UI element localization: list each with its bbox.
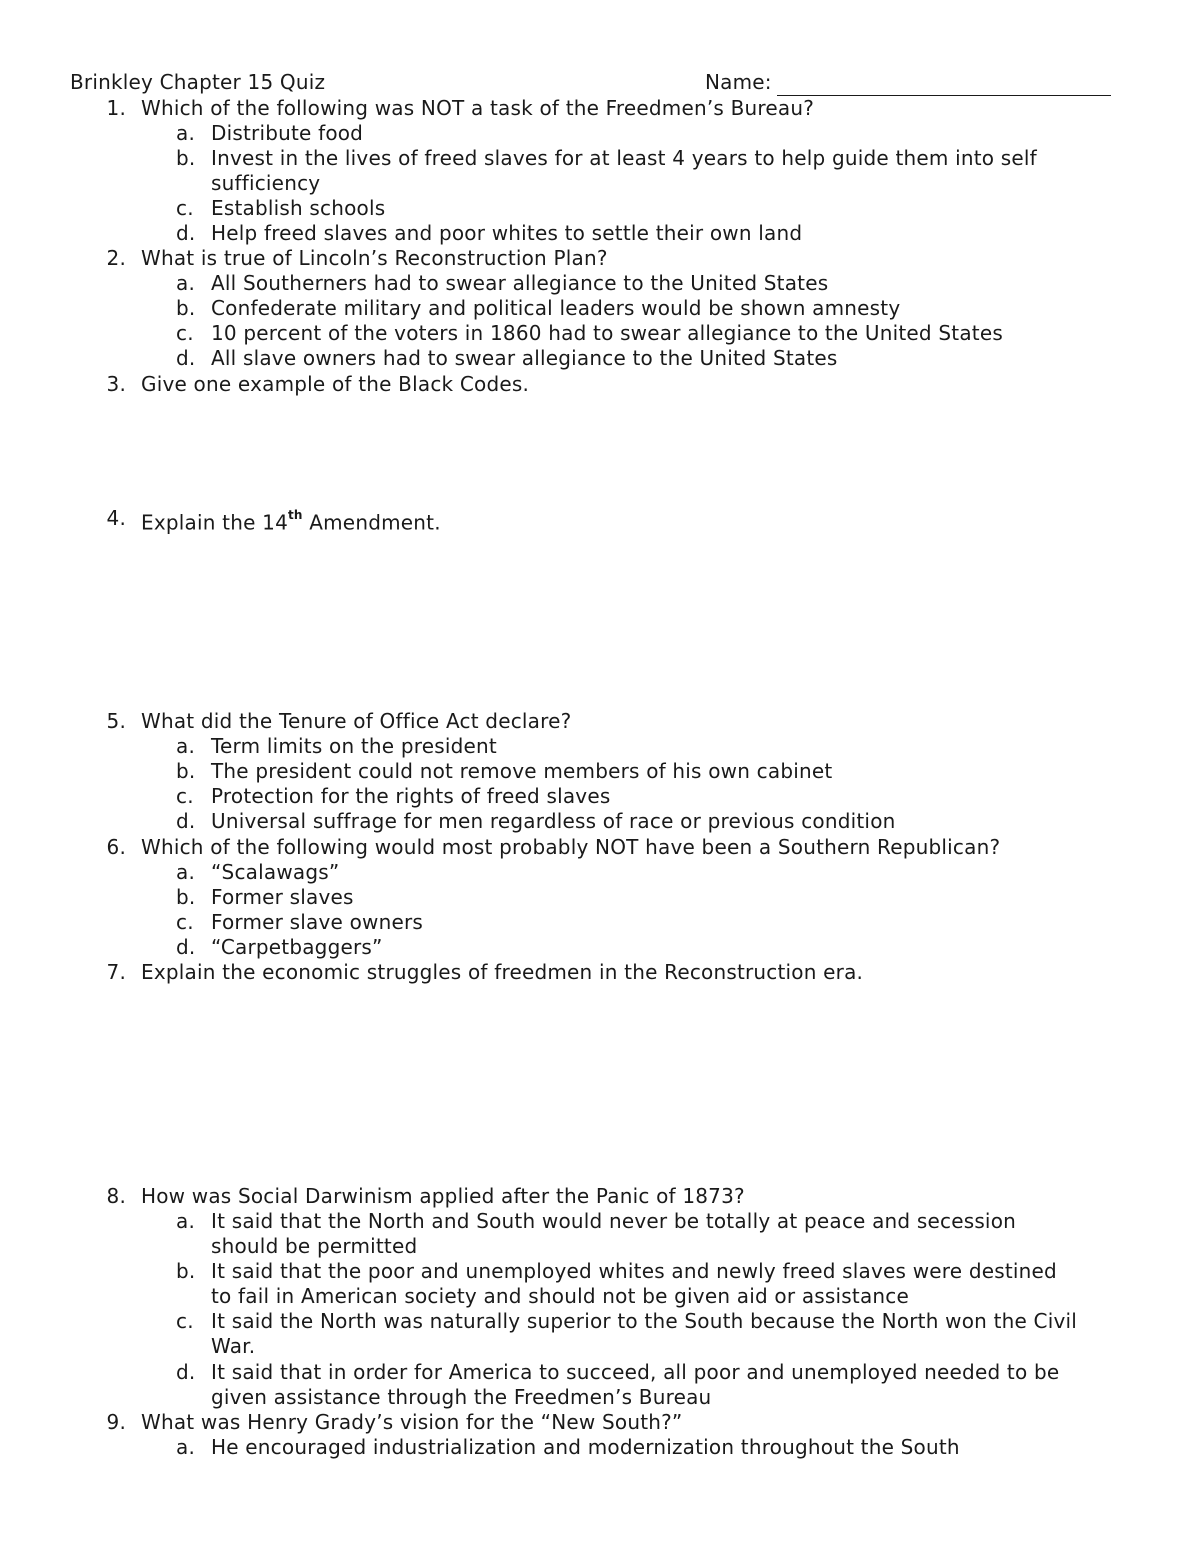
option-text: It said that the poor and unemployed whites and newly freed slaves were destined (211, 1259, 1057, 1283)
option-text-continued: War. (211, 1334, 256, 1358)
option-text: All Southerners had to swear allegiance to the United States (211, 271, 829, 295)
option-text: Establish schools (211, 196, 386, 220)
option-letter: b. (176, 296, 196, 320)
name-label: Name: (705, 70, 772, 94)
question-text: Which of the following was NOT a task of the Freedmen’s Bureau? (141, 96, 815, 120)
option-letter: c. (176, 321, 194, 345)
option-letter: c. (176, 1309, 194, 1333)
question-number: 9. (106, 1410, 126, 1434)
option-text: Term limits on the president (211, 734, 497, 758)
name-blank-line[interactable] (777, 95, 1111, 96)
option-letter: b. (176, 1259, 196, 1283)
question-number: 5. (106, 709, 126, 733)
option-letter: c. (176, 910, 194, 934)
option-text: Confederate military and political leaders would be shown amnesty (211, 296, 901, 320)
option-letter: b. (176, 146, 196, 170)
question-number: 3. (106, 372, 126, 396)
option-letter: b. (176, 759, 196, 783)
answer-space-3[interactable] (141, 400, 1101, 500)
option-text: Distribute food (211, 121, 364, 145)
question-text: Give one example of the Black Codes. (141, 372, 530, 396)
option-text: “Scalawags” (211, 860, 340, 884)
question-number: 1. (106, 96, 126, 120)
option-text-continued: sufficiency (211, 171, 321, 195)
question-number: 7. (106, 960, 126, 984)
option-text: The president could not remove members of his own cabinet (211, 759, 833, 783)
question-text: Explain the economic struggles of freedmen in the Reconstruction era. (141, 960, 864, 984)
option-text-continued: given assistance through the Freedmen’s Bureau (211, 1385, 712, 1409)
option-letter: d. (176, 346, 196, 370)
option-text: 10 percent of the voters in 1860 had to swear allegiance to the United States (211, 321, 1003, 345)
option-letter: a. (176, 734, 196, 758)
option-letter: a. (176, 1435, 196, 1459)
question-text: How was Social Darwinism applied after the Panic of 1873? (141, 1184, 745, 1208)
option-text: Former slaves (211, 885, 354, 909)
option-text: Invest in the lives of freed slaves for at least 4 years to help guide them into self (211, 146, 1037, 170)
option-text: He encouraged industrialization and modernization throughout the South (211, 1435, 960, 1459)
answer-space-4[interactable] (141, 535, 1101, 705)
question-text: What did the Tenure of Office Act declare? (141, 709, 572, 733)
option-text: Universal suffrage for men regardless of race or previous condition (211, 809, 896, 833)
option-text-continued: should be permitted (211, 1234, 418, 1258)
option-letter: d. (176, 1360, 196, 1384)
option-text: It said that in order for America to succeed, all poor and unemployed needed to be (211, 1360, 1060, 1384)
question-number: 6. (106, 835, 126, 859)
question-number: 4. (106, 506, 126, 530)
option-text: It said that the North and South would never be totally at peace and secession (211, 1209, 1017, 1233)
quiz-title: Brinkley Chapter 15 Quiz (70, 70, 326, 94)
option-letter: a. (176, 121, 196, 145)
option-letter: d. (176, 809, 196, 833)
option-text: All slave owners had to swear allegiance to the United States (211, 346, 838, 370)
option-text: Help freed slaves and poor whites to settle their own land (211, 221, 803, 245)
option-text: It said the North was naturally superior to the South because the North won the Civil (211, 1309, 1078, 1333)
option-letter: d. (176, 935, 196, 959)
option-letter: b. (176, 885, 196, 909)
question-number: 2. (106, 246, 126, 270)
option-letter: d. (176, 221, 196, 245)
question-number: 8. (106, 1184, 126, 1208)
option-text: Former slave owners (211, 910, 424, 934)
question-text: Which of the following would most probably NOT have been a Southern Republican? (141, 835, 1001, 859)
option-text: “Carpetbaggers” (211, 935, 383, 959)
question-text: Explain the 14th Amendment. (141, 508, 441, 535)
option-letter: a. (176, 271, 196, 295)
option-letter: a. (176, 860, 196, 884)
option-letter: c. (176, 784, 194, 808)
answer-space-7[interactable] (141, 990, 1101, 1180)
option-text-continued: to fail in American society and should not be given aid or assistance (211, 1284, 909, 1308)
question-text: What is true of Lincoln’s Reconstruction Plan? (141, 246, 608, 270)
option-text: Protection for the rights of freed slaves (211, 784, 611, 808)
question-text: What was Henry Grady’s vision for the “New South?” (141, 1410, 683, 1434)
option-letter: c. (176, 196, 194, 220)
option-letter: a. (176, 1209, 196, 1233)
